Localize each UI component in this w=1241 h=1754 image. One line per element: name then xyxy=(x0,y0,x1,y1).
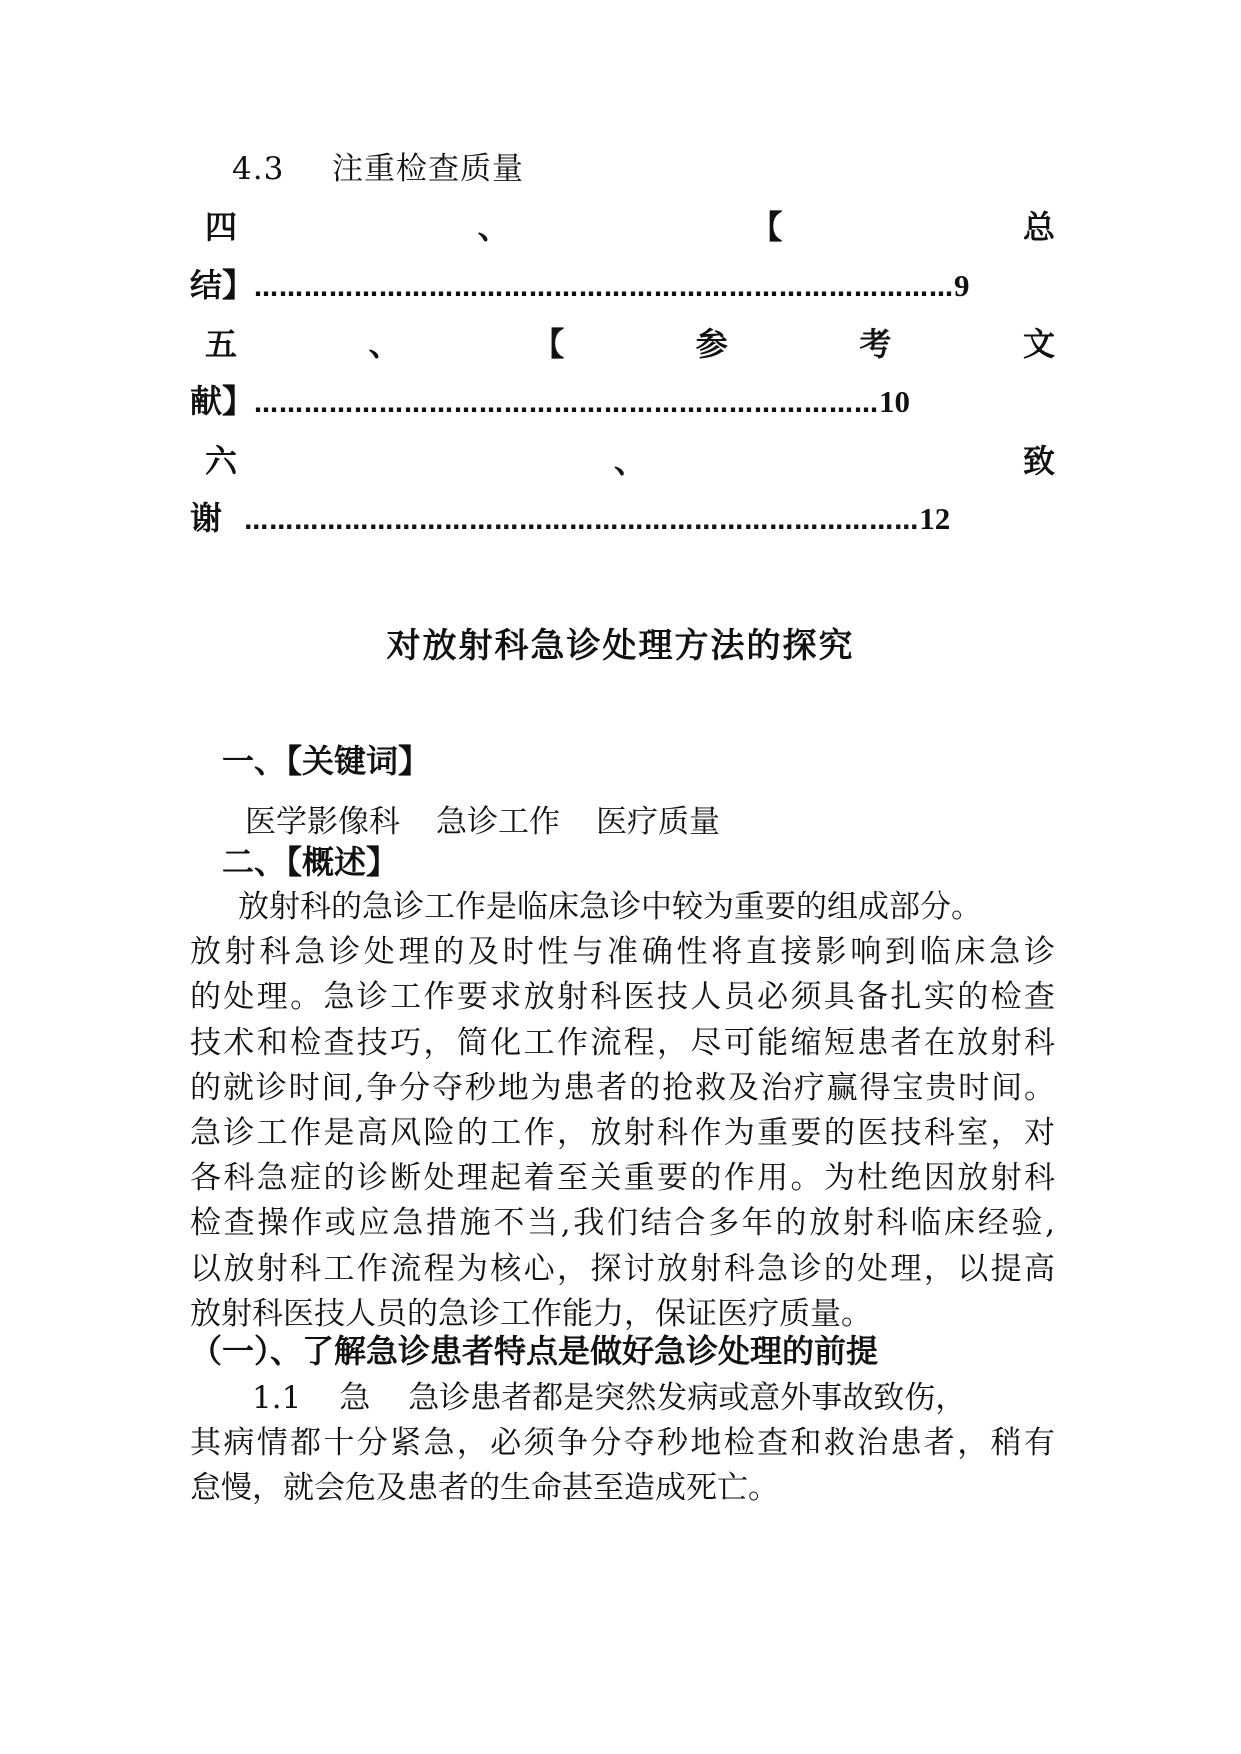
item-title: 急 xyxy=(339,1380,371,1416)
keyword: 急诊工作 xyxy=(436,804,560,840)
toc-char: 五 xyxy=(205,325,238,363)
toc-entry-thanks-line xyxy=(190,493,950,539)
toc-char: 致 xyxy=(1022,442,1055,480)
paragraph-line: 各科急症的诊断处理起着至关重要的作用。为杜绝因放射科 xyxy=(190,1160,1055,1197)
paragraph-line: 的就诊时间,争分夺秒地为患者的抢救及治疗赢得宝贵时间。 xyxy=(190,1069,1055,1106)
paragraph-line: 放射科急诊处理的及时性与准确性将直接影响到临床急诊 xyxy=(190,934,1055,971)
toc-page-number: 10 xyxy=(879,384,911,419)
toc-char: 六 xyxy=(205,442,238,480)
toc-leader: ………………………………………………………………… xyxy=(254,390,880,418)
toc-leader: ……………………………………………………………………… xyxy=(244,507,920,535)
paragraph-line: 以放射科工作流程为核心，探讨放射科急诊的处理，以提高 xyxy=(190,1250,1055,1287)
section-heading-overview: 二、【概述】 xyxy=(222,843,399,881)
toc-label: 献】 xyxy=(190,382,255,420)
paragraph-line: 检查操作或应急措施不当,我们结合多年的放射科临床经验, xyxy=(190,1205,1055,1242)
paragraph-line: 放射科的急诊工作是临床急诊中较为重要的组成部分。 xyxy=(238,889,982,925)
toc-entry-summary-line xyxy=(190,260,970,306)
keyword: 医疗质量 xyxy=(596,804,720,840)
toc-char: 考 xyxy=(859,325,892,363)
section-heading-patient-characteristics: （一）、了解急诊患者特点是做好急诊处理的前提 xyxy=(190,1332,879,1370)
toc-char: 、 xyxy=(613,442,646,480)
paragraph-first-line xyxy=(190,1376,1055,1421)
paragraph-line: 放射科医技人员的急诊工作能力，保证医疗质量。 xyxy=(190,1295,872,1332)
keyword: 医学影像科 xyxy=(245,804,400,840)
item-number: 1.1 xyxy=(252,1380,302,1416)
toc-char: 四 xyxy=(205,208,238,246)
subsection-heading xyxy=(232,143,524,188)
paragraph-line: 怠慢，就会危及患者的生命甚至造成死亡。 xyxy=(190,1470,779,1507)
toc-char: 【 xyxy=(532,325,565,363)
toc-entry-summary-label xyxy=(205,202,1055,248)
paragraph-line: 急诊工作是高风险的工作，放射科作为重要的医技科室，对 xyxy=(190,1115,1055,1152)
toc-leader: ………………………………………………………………………… xyxy=(254,274,955,302)
toc-char: 总 xyxy=(1022,208,1055,246)
toc-char: 【 xyxy=(750,208,783,246)
page-title: 对放射科急诊处理方法的探究 xyxy=(386,626,855,666)
toc-char: 、 xyxy=(477,208,510,246)
toc-label: 结】 xyxy=(190,266,255,304)
paragraph-line: 技术和检查技巧，简化工作流程，尽可能缩短患者在放射科 xyxy=(190,1024,1055,1061)
toc-entry-references-line xyxy=(190,376,910,422)
toc-label: 谢 xyxy=(190,499,223,537)
section-heading-keywords: 一、【关键词】 xyxy=(222,742,431,780)
item-text: 急诊患者都是突然发病或意外事故致伤， xyxy=(408,1380,967,1416)
toc-page-number: 9 xyxy=(954,268,970,303)
patient-characteristics-paragraph xyxy=(190,1376,1055,1512)
toc-char: 参 xyxy=(695,325,728,363)
overview-paragraph xyxy=(190,885,1055,1337)
toc-page-number: 12 xyxy=(919,501,951,536)
toc-char: 文 xyxy=(1022,325,1055,363)
subsection-number: 4.3 xyxy=(232,151,285,187)
keywords-list xyxy=(245,796,756,841)
toc-entry-thanks-label xyxy=(205,436,1055,482)
paragraph-line: 的处理。急诊工作要求放射科医技人员必须具备扎实的检查 xyxy=(190,979,1055,1016)
paragraph-line: 其病情都十分紧急，必须争分夺秒地检查和救治患者，稍有 xyxy=(190,1425,1055,1462)
toc-entry-references-label xyxy=(205,319,1055,365)
toc-char: 、 xyxy=(368,325,401,363)
subsection-title: 注重检查质量 xyxy=(332,151,524,187)
